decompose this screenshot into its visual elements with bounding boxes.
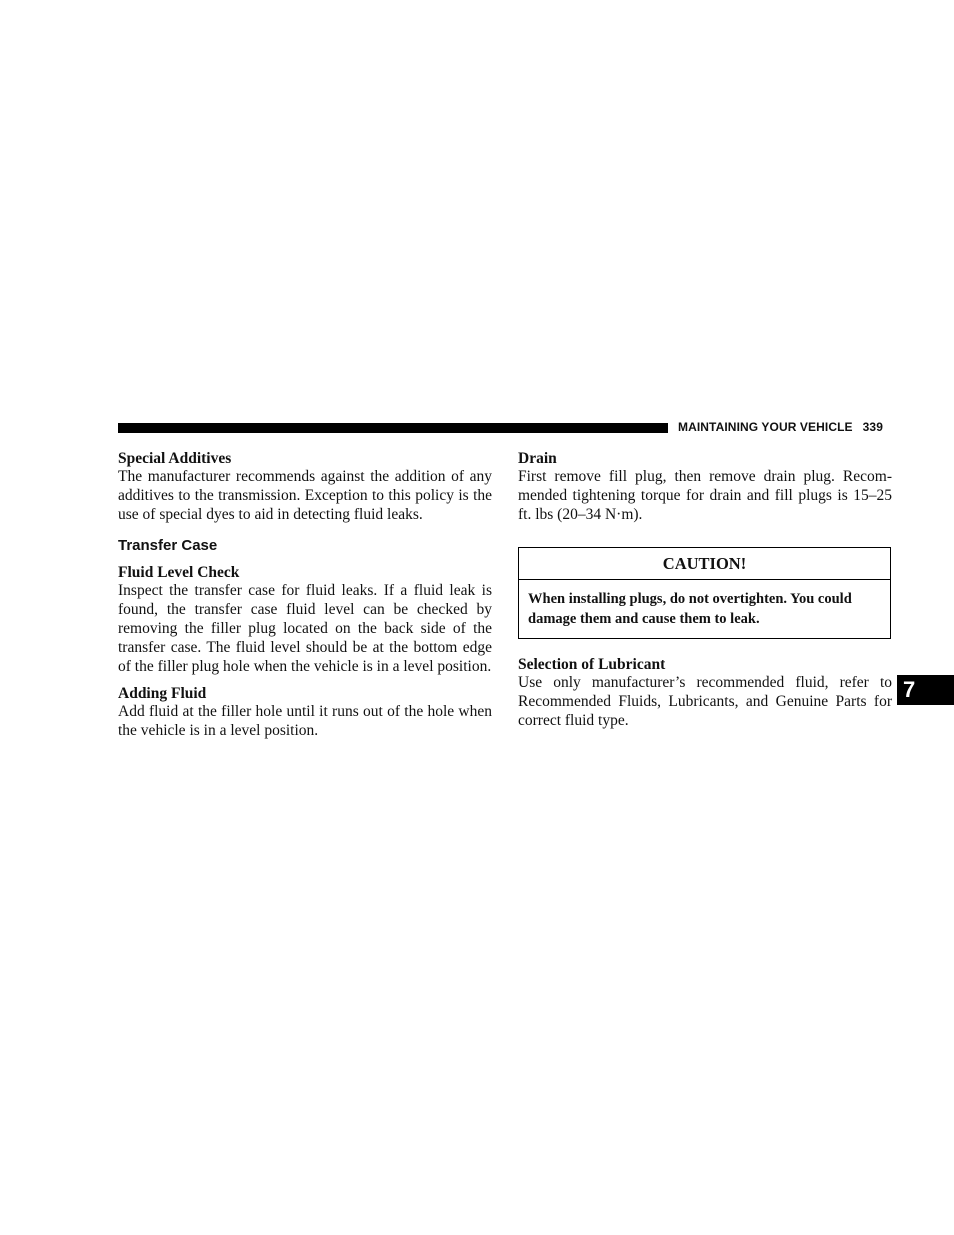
adding-fluid-heading: Adding Fluid [118, 685, 207, 703]
header-rule [118, 423, 668, 433]
section-title: MAINTAINING YOUR VEHICLE [678, 420, 853, 434]
caution-title: CAUTION! [519, 548, 890, 580]
caution-box [518, 547, 891, 639]
right-column [518, 449, 892, 731]
drain-heading: Drain [518, 450, 557, 467]
left-column [118, 449, 492, 741]
special-additives-text: The manufacturer recommends against the addition of any additives to the transmission. Exception to this policy is the use of special dyes to aid in detecting fluid leaks. [118, 468, 492, 523]
selection-of-lubricant-text: Use only manufacturer’s recommended fluid, refer to Recommended Fluids, Lubricants, and Genuine Parts for correct fluid type. [518, 674, 892, 729]
fluid-level-check-text: Inspect the transfer case for fluid leaks. If a fluid leak is found, the transfer case fluid level can be checked by removing the filler plug located on the back side of the transfer case. The fluid level should be at the bottom edge of the filler plug hole when the vehicle is in a level position. [118, 582, 492, 675]
chapter-tab: 7 [897, 675, 954, 705]
page-number: 339 [862, 420, 883, 434]
selection-of-lubricant-heading: Selection of Lubricant [518, 656, 666, 674]
transfer-case-heading: Transfer Case [118, 537, 218, 555]
special-additives-heading: Special Additives [118, 450, 232, 467]
drain-text: First remove fill plug, then remove drain plug. Recom-mended tightening torque for drain and fill plugs is 15–25 ft. lbs (20–34 N·m). [518, 468, 892, 523]
caution-text: When installing plugs, do not overtighten. You could damage them and cause them to leak. [528, 591, 852, 627]
running-header [678, 420, 883, 434]
fluid-level-check-heading: Fluid Level Check [118, 564, 240, 582]
adding-fluid-text: Add fluid at the filler hole until it runs out of the hole when the vehicle is in a level position. [118, 703, 492, 740]
